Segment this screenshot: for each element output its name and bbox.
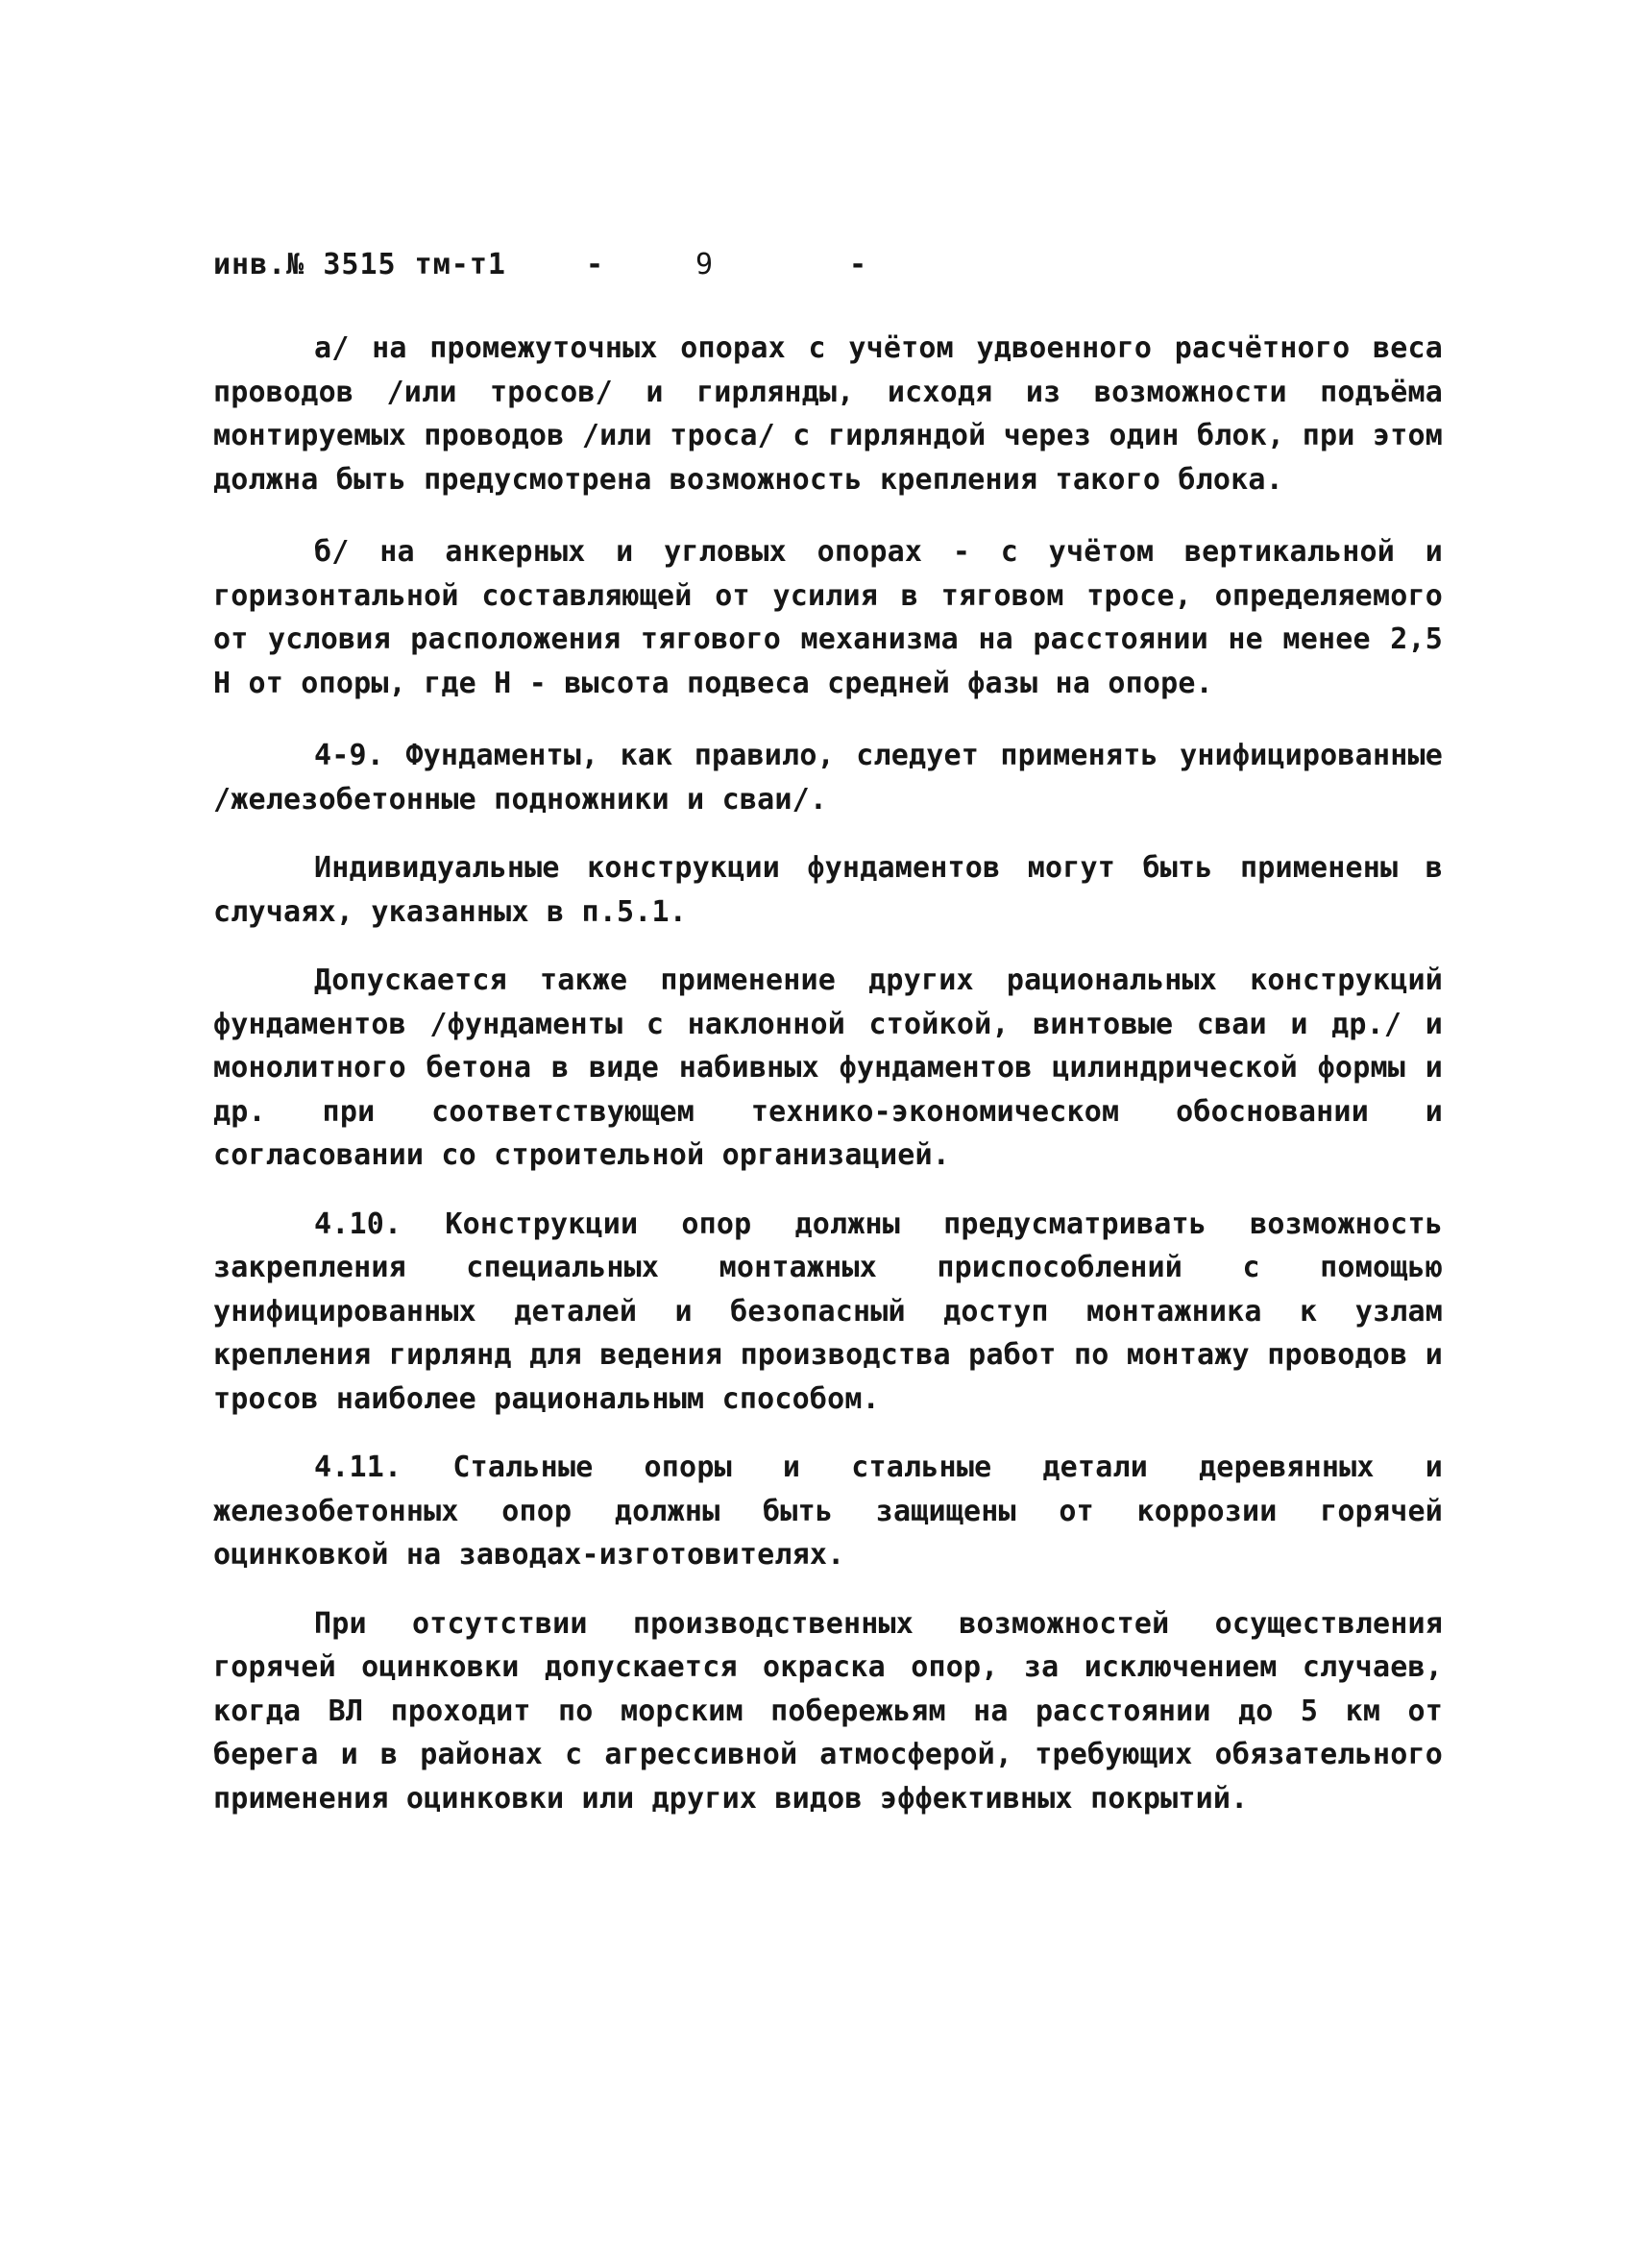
page-header — [213, 240, 886, 288]
paragraph-4-10: 4.10. Конструкции опор должны предусматривать возможность закрепления специальных монтажных приспособлений с помощью унифицированных деталей и безопасный доступ монтажника к узлам крепления гирлянд для ведения производства работ по монтажу проводов и тросов наиболее рациональным способом. — [213, 1207, 1443, 1416]
page-number: 9 — [695, 248, 715, 281]
paragraph-painting: При отсутствии производственных возможностей осуществления горячей оцинковки допускается окраска опор, за исключением случаев, когда ВЛ проходит по морским побережьям на расстоянии до 5 км от берега и в районах с агрессивной атмосферой, требующих обязательного применения оцинковки или других видов эффективных покрытий. — [213, 1606, 1443, 1816]
paragraph-4-9: 4-9. Фундаменты, как правило, следует применять унифицированные /железобетонные подножники и сваи/. — [213, 739, 1443, 817]
header-dash-left: - — [586, 248, 605, 281]
document-code: инв.№ 3515 тм-т1 — [213, 248, 506, 281]
paragraph-item-a: а/ на промежуточных опорах с учётом удвоенного расчётного веса проводов /или тросов/ и гирлянды, исходя из возможности подъёма монтируемых проводов /или троса/ с гирляндой через один блок, при этом должна быть предусмотрена возможность крепления такого блока. — [213, 331, 1443, 497]
paragraph-4-11: 4.11. Стальные опоры и стальные детали деревянных и железобетонных опор должны быть защищены от коррозии горячей оцинковкой на заводах-изготовителях. — [213, 1451, 1443, 1572]
paragraph-individual-foundations: Индивидуальные конструкции фундаментов могут быть применены в случаях, указанных в п.5.1. — [213, 851, 1443, 929]
document-body — [213, 327, 1443, 1845]
header-dash-right: - — [849, 248, 868, 281]
paragraph-other-constructions: Допускается также применение других рациональных конструкций фундаментов /фундаменты с наклонной стойкой, винтовые сваи и др./ и монолитного бетона в виде набивных фундаментов цилиндрической формы и др. при соответствующем технико-экономическом обосновании и согласовании со строительной организацией. — [213, 963, 1443, 1172]
paragraph-item-b: б/ на анкерных и угловых опорах - с учётом вертикальной и горизонтальной составляющей от усилия в тяговом тросе, определяемого от условия расположения тягового механизма на расстоянии не менее 2,5 Н от опоры, где Н - высота подвеса средней фазы на опоре. — [213, 535, 1443, 700]
